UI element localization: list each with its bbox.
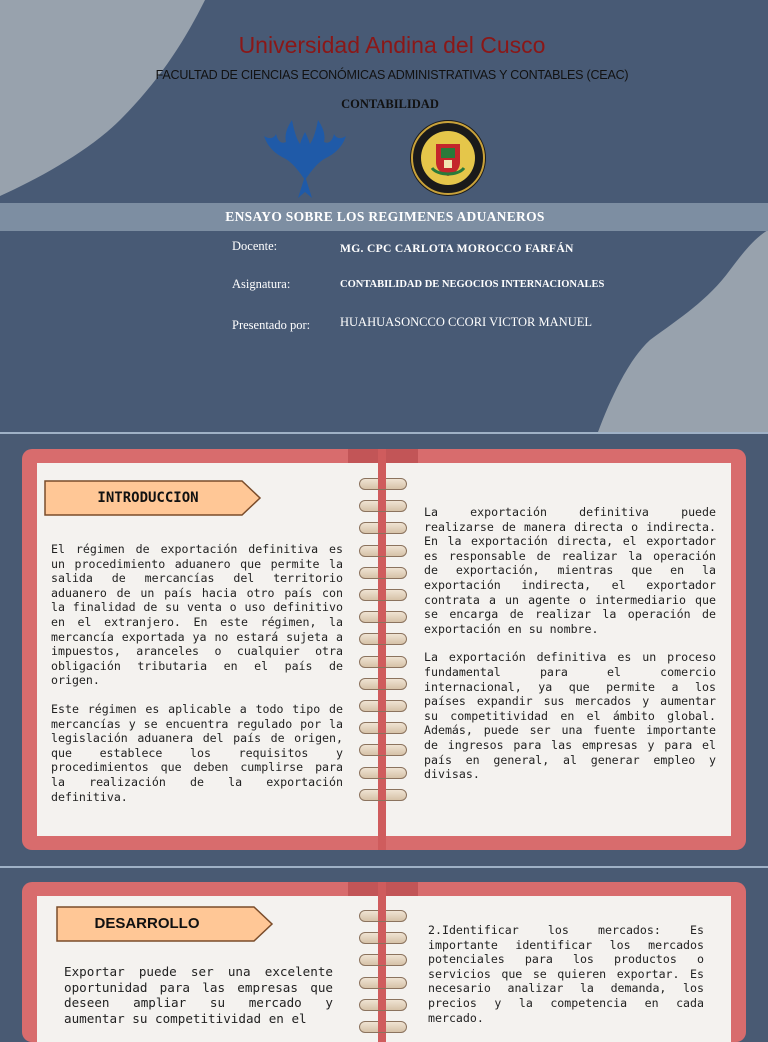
intro-left-text xyxy=(51,542,343,818)
subject-value: CONTABILIDAD DE NEGOCIOS INTERNACIONALES xyxy=(340,279,605,290)
spiral-ring xyxy=(359,589,407,601)
spiral-ring xyxy=(359,789,407,801)
spiral-ring xyxy=(359,977,407,989)
spiral-ring xyxy=(359,611,407,623)
spiral-ring xyxy=(359,500,407,512)
spiral-ring xyxy=(359,744,407,756)
spiral-ring xyxy=(359,999,407,1011)
development-right-text xyxy=(428,923,704,1039)
slide-divider xyxy=(0,432,768,434)
faculty-name: FACULTAD DE CIENCIAS ECONÓMICAS ADMINISTRATIVAS Y CONTABLES (CEAC) xyxy=(155,68,629,82)
spiral-ring xyxy=(359,932,407,944)
spiral-ring xyxy=(359,1021,407,1033)
spiral-ring xyxy=(359,522,407,534)
spiral-ring xyxy=(359,656,407,668)
development-left-text xyxy=(64,964,333,1040)
teacher-label: Docente: xyxy=(232,239,278,253)
eagle-emblem-icon xyxy=(262,118,348,200)
spiral-ring xyxy=(359,910,407,922)
paragraph: La exportación definitiva es un proceso fundamental para el comercio internacional, ya que permite a los países expandir sus mercados y aumentar su competitividad en el ámbito global. Además, puede ser una fuente importante de ingresos para las empresas y para el país en general, al generar empleo y divisas. xyxy=(424,650,716,782)
spiral-ring xyxy=(359,545,407,557)
career-name: CONTABILIDAD xyxy=(341,97,439,111)
development-notebook xyxy=(22,882,746,1042)
essay-title-band xyxy=(0,203,768,231)
teacher-value: MG. CPC CARLOTA MOROCCO FARFÁN xyxy=(340,242,574,255)
paragraph: El régimen de exportación definitiva es un procedimiento aduanero que permite la salida de mercancías del territorio aduanero de un país hacia otro país con la finalidad de su venta o uso definitivo en el extranjero. En este régimen, la mercancía exportada ya no estará sujeta a impuestos, aranceles o cualquier otra obligación tributaria en el país de origen. xyxy=(51,542,343,688)
spiral-ring xyxy=(359,954,407,966)
subject-label: Asignatura: xyxy=(232,277,291,291)
paragraph: 2.Identificar los mercados: Es importante identificar los mercados potenciales para los productos o servicios que se quieren exportar. Es necesario analizar la demanda, los precios y la competencia en cada mercado. xyxy=(428,923,704,1025)
intro-right-text xyxy=(424,505,716,796)
author-value: HUAHUASONCCO CCORI VICTOR MANUEL xyxy=(340,315,592,329)
school-seal-icon xyxy=(408,118,488,198)
spiral-ring xyxy=(359,478,407,490)
spiral-ring xyxy=(359,767,407,779)
author-label: Presentado por: xyxy=(232,318,311,332)
spiral-ring xyxy=(359,633,407,645)
spiral-ring xyxy=(359,722,407,734)
spiral-ring xyxy=(359,678,407,690)
paragraph: Exportar puede ser una excelente oportunidad para las empresas que deseen ampliar su mercado y aumentar su competitividad en el xyxy=(64,964,333,1026)
spiral-ring xyxy=(359,567,407,579)
spiral-ring xyxy=(359,700,407,712)
cover-slide xyxy=(0,0,768,432)
development-heading: DESARROLLO xyxy=(94,915,200,932)
cover-decor-shape-bottom-right xyxy=(590,230,768,432)
paragraph: Este régimen es aplicable a todo tipo de mercancías y se encuentra regulado por la legislación aduanera del país de origen, que establece los requisitos y procedimientos que deben cumplirse para la realización de la exportación definitiva. xyxy=(51,701,343,804)
university-title: Universidad Andina del Cusco xyxy=(238,32,546,58)
paragraph: La exportación definitiva puede realizarse de manera directa o indirecta. En la exportación directa, el exportador es responsable de realizar la operación de exportación, mientras que en la exportación indirecta, el exportador contrata a un agente o intermediario que se encarga de realizar la operación de exportación en su nombre. xyxy=(424,505,716,636)
slide-divider xyxy=(0,866,768,868)
essay-title: ENSAYO SOBRE LOS REGIMENES ADUANEROS xyxy=(225,209,545,224)
intro-notebook xyxy=(22,449,746,850)
intro-heading: INTRODUCCION xyxy=(97,490,199,506)
